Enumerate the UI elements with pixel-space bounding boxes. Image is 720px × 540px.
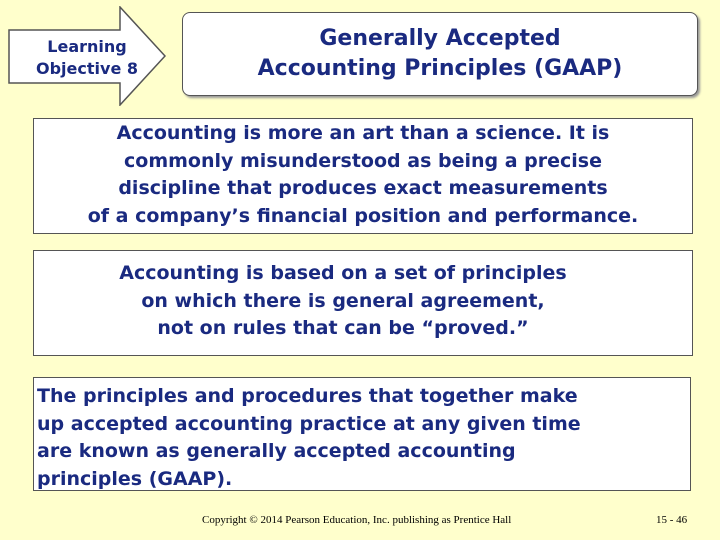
text-box-art-vs-science bbox=[33, 118, 693, 234]
text-box-principles-agreement bbox=[33, 250, 693, 356]
copyright-text: Copyright © 2014 Pearson Education, Inc. publishing as Prentice Hall bbox=[202, 514, 512, 526]
learning-objective-label: Learning Objective 8 bbox=[36, 37, 138, 78]
title-box bbox=[182, 12, 698, 96]
page-number: 15 - 46 bbox=[656, 514, 688, 526]
paragraph-principles-agreement: Accounting is based on a set of principles on which there is general agreement, not on rules that can be “proved.” bbox=[119, 262, 567, 339]
learning-objective-arrow bbox=[8, 6, 166, 106]
paragraph-gaap-definition: The principles and procedures that together make up accepted accounting practice at any given time are known as generally accepted accounting principles (GAAP). bbox=[37, 385, 581, 490]
text-box-gaap-definition bbox=[33, 377, 691, 491]
slide-title: Generally Accepted Accounting Principles (GAAP) bbox=[257, 26, 623, 81]
paragraph-art-vs-science: Accounting is more an art than a science. It is commonly misunderstood as being a precise discipline that produces exact measurements of a company’s financial position and performance. bbox=[87, 122, 639, 227]
